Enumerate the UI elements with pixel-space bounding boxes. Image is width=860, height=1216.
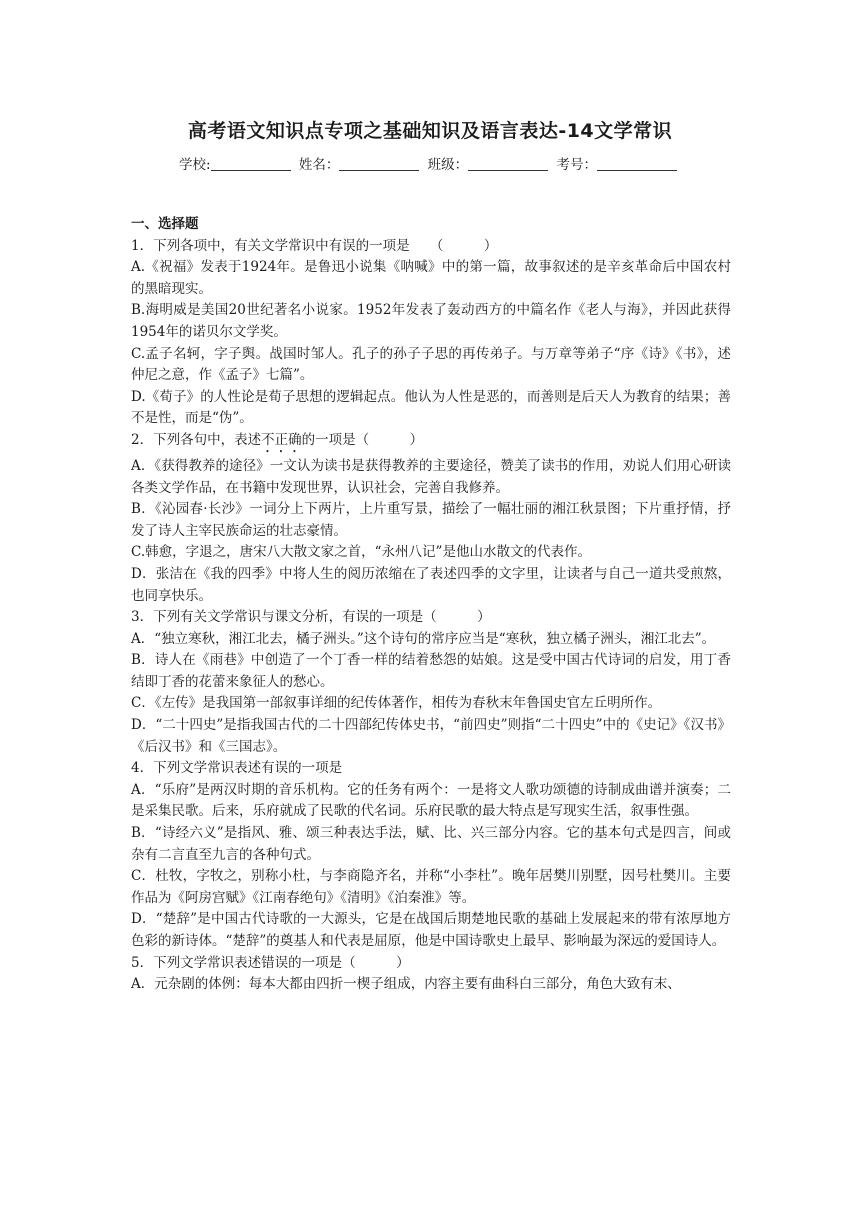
question-2-option-a: A．《获得教养的途径》一文认为读书是获得教养的主要途径，赞美了读书的作用，劝说人们用心研读各类文学作品，在书籍中发现世界，认识社会，完善自我修养。 (131, 457, 731, 496)
question-3-option-b: B．诗人在《雨巷》中创造了一个丁香一样的结着愁怨的姑娘。这是受中国古代诗词的启发，用丁香结即丁香的花蕾来象征人的愁心。 (131, 652, 731, 690)
question-5-stem: 5．下列文学常识表述错误的一项是（ ） (131, 954, 410, 971)
question-4-option-c: C．杜牧，字牧之，别称小杜，与李商隐齐名，并称“小李杜”。晚年居樊川别墅，因号杜樊川。主要作品为《阿房宫赋》《江南春绝句》《清明》《泊秦淮》等。 (131, 868, 731, 906)
question-1-stem: 1．下列各项中，有关文学常识中有误的一项是 （ ） (131, 237, 498, 254)
question-1-option-c: C.孟子名轲，字子舆。战国时邹人。孔子的孙子子思的再传弟子。与万章等弟子“序《诗》《书》，述仲尼之意，作《孟子》七篇”。 (131, 345, 731, 384)
class-label: 班级： (427, 157, 469, 173)
question-5-option-a: A．元杂剧的体例：每本大都由四折一楔子组成，内容主要有曲科白三部分，角色大致有末、 (131, 976, 681, 993)
school-blank[interactable] (211, 156, 291, 171)
question-1-option-d: D.《荀子》的人性论是荀子思想的逻辑起点。他认为人性是恶的，而善则是后天人为教育的结果；善不是性，而是“伪”。 (131, 388, 731, 427)
name-blank[interactable] (339, 156, 419, 171)
question-4-option-a: A．“乐府”是两汉时期的音乐机构。它的任务有两个：一是将文人歌功颂德的诗制成曲谱并演奏；二是采集民歌。后来，乐府就成了民歌的代名词。乐府民歌的最大特点是写现实生活，叙事性强。 (131, 781, 731, 820)
question-4-option-b: B．“诗经六义”是指风、雅、颂三种表达手法，赋、比、兴三部分内容。它的基本句式是四言，间或杂有二言直至九言的各种句式。 (131, 825, 731, 863)
question-4-stem: 4．下列文学常识表述有误的一项是 (131, 760, 343, 777)
question-2-stem (131, 430, 731, 456)
student-info-line (0, 153, 860, 173)
question-2-emphasis: 不正确 (261, 431, 302, 448)
question-3-stem: 3．下列有关文学常识与课文分析，有误的一项是（ ） (131, 609, 491, 626)
question-content (131, 214, 731, 996)
question-1-option-b: B.海明威是美国20世纪著名小说家。1952年发表了轰动西方的中篇名作《老人与海》，并因此获得1954年的诺贝尔文学奖。 (131, 302, 731, 340)
number-label: 考号： (556, 157, 597, 173)
number-blank[interactable] (597, 156, 677, 171)
name-label: 姓名： (298, 157, 340, 173)
section-title: 一、选择题 (131, 216, 199, 232)
question-3-option-a: A．“独立寒秋，湘江北去，橘子洲头。”这个诗句的常序应当是“寒秋，独立橘子洲头，湘江北去”。 (131, 630, 716, 647)
question-1-option-a: A.《祝福》发表于1924年。是鲁迅小说集《呐喊》中的第一篇，故事叙述的是辛亥革命后中国农村的黑暗现实。 (131, 259, 731, 297)
document-title: 高考语文知识点专项之基础知识及语言表达-14文学常识 (187, 120, 673, 142)
question-2-stem-start: 2．下列各句中，表述 (131, 431, 262, 448)
question-2-stem-end: 的一项是（ ） (301, 431, 424, 448)
school-label: 学校: (179, 157, 211, 173)
question-2-option-c: C.韩愈，字退之，唐宋八大散文家之首，“永州八记”是他山水散文的代表作。 (131, 544, 591, 561)
question-2-option-b: B．《沁园春·长沙》一词分上下两片，上片重写景，描绘了一幅壮丽的湘江秋景图；下片重抒情，抒发了诗人主宰民族命运的壮志豪情。 (131, 501, 731, 539)
class-blank[interactable] (468, 156, 548, 171)
question-4-option-d: D．“楚辞”是中国古代诗歌的一大源头，它是在战国后期楚地民歌的基础上发展起来的带有浓厚地方色彩的新诗体。“楚辞”的奠基人和代表是屈原，他是中国诗歌史上最早、影响最为深远的爱国诗人。 (131, 911, 731, 949)
question-3-option-c: C．《左传》是我国第一部叙事详细的纪传体著作，相传为春秋末年鲁国史官左丘明所作。 (131, 695, 662, 712)
question-3-option-d: D．“二十四史”是指我国古代的二十四部纪传体史书，“前四史”则指“二十四史”中的《史记》《汉书》《后汉书》和《三国志》。 (131, 717, 731, 755)
question-2-option-d: D．张洁在《我的四季》中将人生的阅历浓缩在了表述四季的文字里，让读者与自己一道共受煎熬，也同享快乐。 (131, 565, 731, 604)
